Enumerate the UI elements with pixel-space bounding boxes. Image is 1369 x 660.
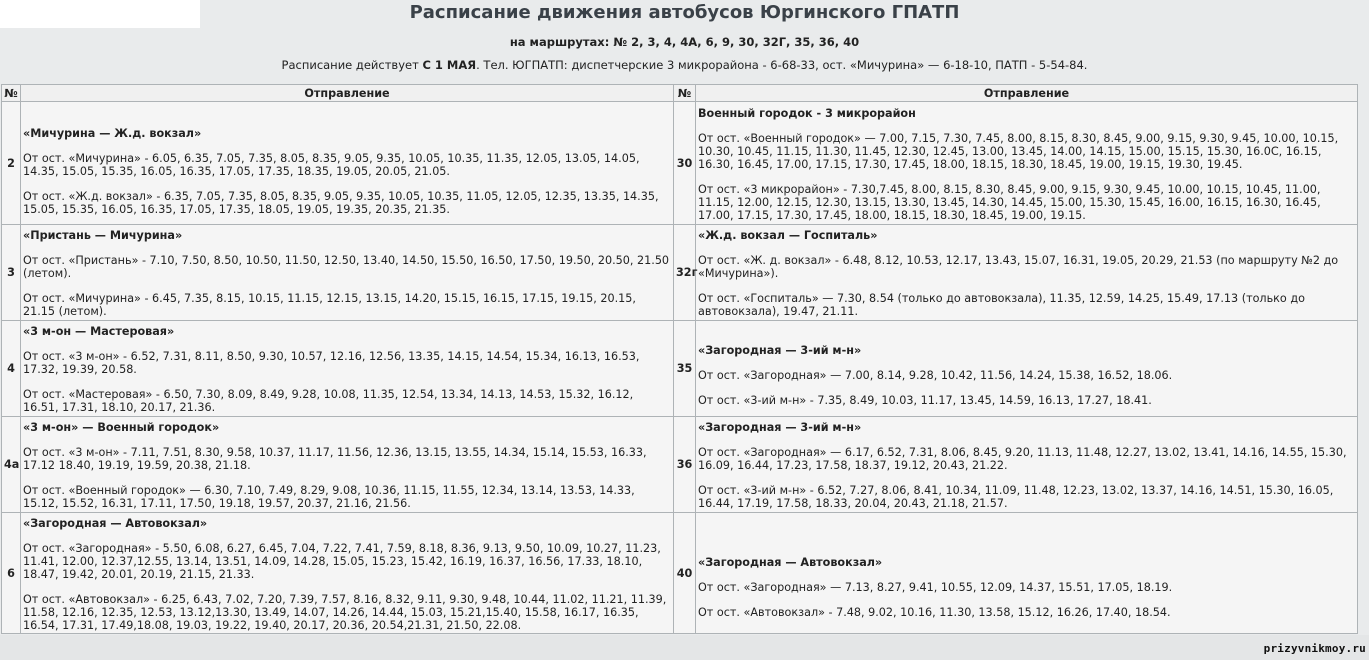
- departure-header-left: Отправление: [21, 85, 674, 102]
- stop-schedule: От ост. «Мастеровая» - 6.50, 7.30, 8.09, 8.49, 9.28, 10.08, 11.35, 12.54, 13.34, 14.13, 14.53, 15.32, 16.12, 16.51, 17.31, 18.10, 20.17, 21.36.: [23, 388, 634, 414]
- route-name: «Загородная — Автовокзал»: [23, 516, 208, 530]
- table-row: [2, 513, 1358, 634]
- page-header: [0, 0, 1369, 72]
- validity-prefix: Расписание действует: [281, 58, 423, 72]
- table-row: [2, 102, 1358, 225]
- route-cell: [696, 417, 1358, 513]
- route-cell: [21, 513, 674, 634]
- stop-schedule: От ост. «Военный городок» — 6.30, 7.10, 7.49, 8.29, 9.08, 10.36, 11.15, 11.55, 12.34, 13.14, 13.53, 14.33, 15.12, 15.52, 16.31, 17.11, 17.50, 19.18, 19.57, 20.37, 21.16, 21.56.: [23, 484, 635, 510]
- stop-schedule: От ост. «Военный городок» — 7.00, 7.15, 7.30, 7.45, 8.00, 8.15, 8.30, 8.45, 9.00, 9.15, 9.30, 9.45, 10.00, 10.15, 10.30, 10.45, 11.15, 11.30, 11.45, 12.30, 12.45, 13.00, 13.45, 14.00, 14.15, 15.00, 15.15, 15.30, 16.0С, 16.15, 16.30, 16.45, 17.00, 17.15, 17.30, 17.45, 18.00, 18.15, 18.30, 18.45, 19.00, 19.15, 19.30, 19.45.: [698, 131, 1339, 171]
- footer-bar: [0, 635, 1369, 660]
- route-number: 3: [2, 225, 21, 321]
- route-cell: [21, 417, 674, 513]
- route-number: 30: [674, 102, 696, 225]
- stop-schedule: От ост. «Мичурина» - 6.05, 6.35, 7.05, 7.35, 8.05, 8.35, 9.05, 9.35, 10.05, 10.35, 11.35, 12.05, 13.05, 14.05, 14.35, 15.05, 15.35, 16.05, 16.35, 17.05, 17.35, 18.35, 19.05, 20.05, 21.05.: [23, 152, 640, 178]
- route-name: Военный городок - 3 микрорайон: [698, 106, 916, 120]
- departure-header-right: Отправление: [696, 85, 1358, 102]
- stop-schedule: От ост. «3-ий м-н» - 7.35, 8.49, 10.03, 11.17, 13.45, 14.59, 16.13, 17.27, 18.41.: [698, 394, 1152, 407]
- table-header-row: [2, 85, 1358, 102]
- route-name: «Загородная — 3-ий м-н»: [698, 344, 862, 357]
- stop-schedule: От ост. «Мичурина» - 6.45, 7.35, 8.15, 10.15, 11.15, 12.15, 13.15, 14.20, 15.15, 16.15, 17.15, 19.15, 20.15, 21.15 (летом).: [23, 292, 636, 318]
- validity-contacts: . Тел. ЮГПАТП: диспетчерские 3 микрорайона - 6-68-33, ост. «Мичурина» — 6-18-10, ПАТП - 5-54-84.: [476, 58, 1088, 72]
- route-name: «Загородная — 3-ий м-н»: [698, 421, 862, 434]
- stop-schedule: От ост. «Загородная» — 6.17, 6.52, 7.31, 8.06, 8.45, 9.20, 11.13, 11.48, 12.27, 13.02, 13.41, 14.16, 14.55, 15.30, 16.09, 16.44, 17.23, 17.58, 18.37, 19.12, 20.43, 21.22.: [698, 446, 1347, 472]
- validity-date: С 1 МАЯ: [422, 58, 477, 72]
- stop-schedule: От ост. «Автовокзал» - 6.25, 6.43, 7.02, 7.20, 7.39, 7.57, 8.16, 8.32, 9.11, 9.30, 9.48, 10.44, 11.02, 11.21, 11.39, 11.58, 12.16, 12.35, 12.53, 13.12,13.30, 13.49, 14.07, 14.26, 14.44, 15.03, 15.21,15.40, 15.58, 16.17, 16.35, 16.54, 17.31, 17.49,18.08, 19.03, 19.22, 19.40, 20.17, 20.36, 20.54,21.31, 21.50, 22.08.: [23, 592, 667, 632]
- table-row: [2, 321, 1358, 417]
- stop-schedule: От ост. «Пристань» - 7.10, 7.50, 8.50, 10.50, 11.50, 12.50, 13.40, 14.50, 15.50, 16.50, 17.50, 19.50, 20.50, 21.50 (летом).: [23, 254, 670, 280]
- stop-schedule: От ост. «Автовокзал» - 7.48, 9.02, 10.16, 11.30, 13.58, 15.12, 16.26, 17.40, 18.54.: [698, 605, 1171, 619]
- route-cell: [696, 225, 1358, 321]
- num-header-left: №: [2, 85, 21, 102]
- route-cell: [696, 102, 1358, 225]
- route-cell: [696, 513, 1358, 634]
- stop-schedule: От ост. «Загородная» — 7.13, 8.27, 9.41, 10.55, 12.09, 14.37, 15.51, 17.05, 18.19.: [698, 580, 1173, 594]
- route-number: 32г: [674, 225, 696, 321]
- route-name: «Ж.д. вокзал — Госпиталь»: [698, 229, 878, 242]
- route-cell: [21, 102, 674, 225]
- route-name: «Пристань — Мичурина»: [23, 229, 183, 242]
- stop-schedule: От ост. «3-ий м-н» - 6.52, 7.27, 8.06, 8.41, 10.34, 11.09, 11.48, 12.23, 13.02, 13.37, 14.16, 14.51, 15.30, 16.05, 16.44, 17.19, 17.58, 18.33, 20.04, 20.43, 21.18, 21.57.: [698, 484, 1334, 510]
- site-watermark: prizyvnikmoy.ru: [1263, 642, 1366, 655]
- num-header-right: №: [674, 85, 696, 102]
- stop-schedule: От ост. «Госпиталь» — 7.30, 8.54 (только до автовокзала), 11.35, 12.59, 14.25, 15.49, 17.13 (только до автовокзала), 19.47, 21.11.: [698, 292, 1305, 318]
- table-row: [2, 225, 1358, 321]
- route-number: 2: [2, 102, 21, 225]
- route-cell: [696, 321, 1358, 417]
- route-number: 36: [674, 417, 696, 513]
- route-number: 4: [2, 321, 21, 417]
- schedule-table: [1, 84, 1358, 634]
- stop-schedule: От ост. «Ж.д. вокзал» - 6.35, 7.05, 7.35, 8.05, 8.35, 9.05, 9.35, 10.05, 10.35, 11.05, 12.05, 12.35, 13.35, 14.35, 15.05, 15.35, 16.05, 16.35, 17.05, 17.35, 18.05, 19.05, 19.35, 20.35, 21.35.: [23, 190, 659, 216]
- route-number: 40: [674, 513, 696, 634]
- stop-schedule: От ост. «Загородная» - 5.50, 6.08, 6.27, 6.45, 7.04, 7.22, 7.41, 7.59, 8.18, 8.36, 9.13, 9.50, 10.09, 10.27, 11.23, 11.41, 12.00, 12.37,12.55, 13.14, 13.51, 14.09, 14.28, 15.05, 15.23, 15.42, 16.19, 16.37, 16.56, 17.33, 18.10, 18.47, 19.42, 20.01, 20.19, 21.15, 21.33.: [23, 541, 661, 581]
- routes-line: на маршрутах: № 2, 3, 4, 4А, 6, 9, 30, 32Г, 35, 36, 40: [509, 35, 860, 49]
- route-number: 4а: [2, 417, 21, 513]
- page-title: Расписание движения автобусов Юргинского ГПАТП: [409, 2, 960, 23]
- stop-schedule: От ост. «3 м-он» - 6.52, 7.31, 8.11, 8.50, 9.30, 10.57, 12.16, 12.56, 13.35, 14.15, 14.54, 15.34, 16.13, 16.53, 17.32, 19.39, 20.58.: [23, 350, 640, 376]
- route-name: «3 м-он — Мастеровая»: [23, 325, 175, 338]
- route-name: «Мичурина — Ж.д. вокзал»: [23, 127, 202, 140]
- table-row: [2, 417, 1358, 513]
- validity-line: [0, 58, 1369, 72]
- stop-schedule: От ост. «3 микрорайон» - 7.30,7.45, 8.00, 8.15, 8.30, 8.45, 9.00, 9.15, 9.30, 9.45, 10.00, 10.15, 10.45, 11.00, 11.15, 12.00, 12.15, 12.30, 13.15, 13.30, 13.45, 14.30, 14.45, 15.00, 15.30, 15.45, 16.00, 16.15, 16.30, 16.45, 17.00, 17.15, 17.30, 17.45, 18.00, 18.15, 18.30, 18.45, 19.00, 19.15.: [698, 182, 1321, 222]
- route-number: 6: [2, 513, 21, 634]
- route-name: «Загородная — Автовокзал»: [698, 555, 883, 569]
- route-name: «3 м-он» — Военный городок»: [23, 421, 220, 434]
- stop-schedule: От ост. «3 м-он» - 7.11, 7.51, 8.30, 9.58, 10.37, 11.17, 11.56, 12.36, 13.15, 13.55, 14.34, 15.14, 15.53, 16.33, 17.12 18.40, 19.19, 19.59, 20.38, 21.18.: [23, 446, 647, 472]
- route-cell: [21, 225, 674, 321]
- route-number: 35: [674, 321, 696, 417]
- stop-schedule: От ост. «Ж. д. вокзал» - 6.48, 8.12, 10.53, 12.17, 13.43, 15.07, 16.31, 19.05, 20.29, 21.53 (по маршруту №2 до «Мичурина»).: [698, 254, 1339, 280]
- stop-schedule: От ост. «Загородная» — 7.00, 8.14, 9.28, 10.42, 11.56, 14.24, 15.38, 16.52, 18.06.: [698, 369, 1173, 382]
- route-cell: [21, 321, 674, 417]
